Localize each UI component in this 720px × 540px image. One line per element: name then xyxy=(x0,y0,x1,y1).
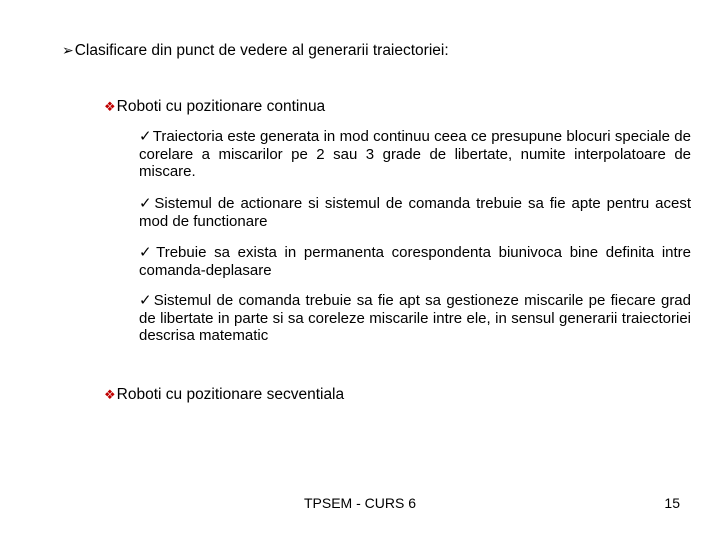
check-icon: ✓ xyxy=(139,128,152,145)
bullet-point-1 xyxy=(139,128,691,181)
check-icon: ✓ xyxy=(139,195,154,212)
page-number: 15 xyxy=(664,495,680,511)
point-text: Traiectoria este generata in mod continuu ceea ce presupune blocuri speciale de corelare a miscarilor pe 2 sau 3 grade de libertate, numite interpolatoare de miscare. xyxy=(139,128,691,180)
diamond-bullet-icon: ❖ xyxy=(104,99,116,114)
arrow-bullet-icon: ➢ xyxy=(62,42,74,58)
bullet-point-3 xyxy=(139,244,691,279)
heading-text: Clasificare din punct de vedere al generarii traiectoriei: xyxy=(74,42,449,59)
bullet-point-2 xyxy=(139,195,691,230)
point-text: Trebuie sa exista in permanenta corespondenta biunivoca bine definita intre comanda-deplasare xyxy=(139,244,691,279)
footer-course-title: TPSEM - CURS 6 xyxy=(303,495,416,511)
slide-heading xyxy=(62,40,449,61)
check-icon: ✓ xyxy=(139,244,156,261)
diamond-bullet-icon: ❖ xyxy=(104,387,116,402)
bullet-point-4 xyxy=(139,292,691,345)
section-sequential-title xyxy=(104,385,344,405)
point-text: Sistemul de comanda trebuie sa fie apt sa gestioneze miscarile pe fiecare grad de libertate in parte si sa coreleze miscarile intre ele, in sensul generarii traiectoriei descrisa matematic xyxy=(139,292,691,344)
section-title: Roboti cu pozitionare secventiala xyxy=(116,386,345,403)
section-title: Roboti cu pozitionare continua xyxy=(116,98,326,115)
section-continuous-title xyxy=(104,97,325,117)
check-icon: ✓ xyxy=(139,292,153,309)
point-text: Sistemul de actionare si sistemul de comanda trebuie sa fie apte pentru acest mod de functionare xyxy=(139,195,692,230)
